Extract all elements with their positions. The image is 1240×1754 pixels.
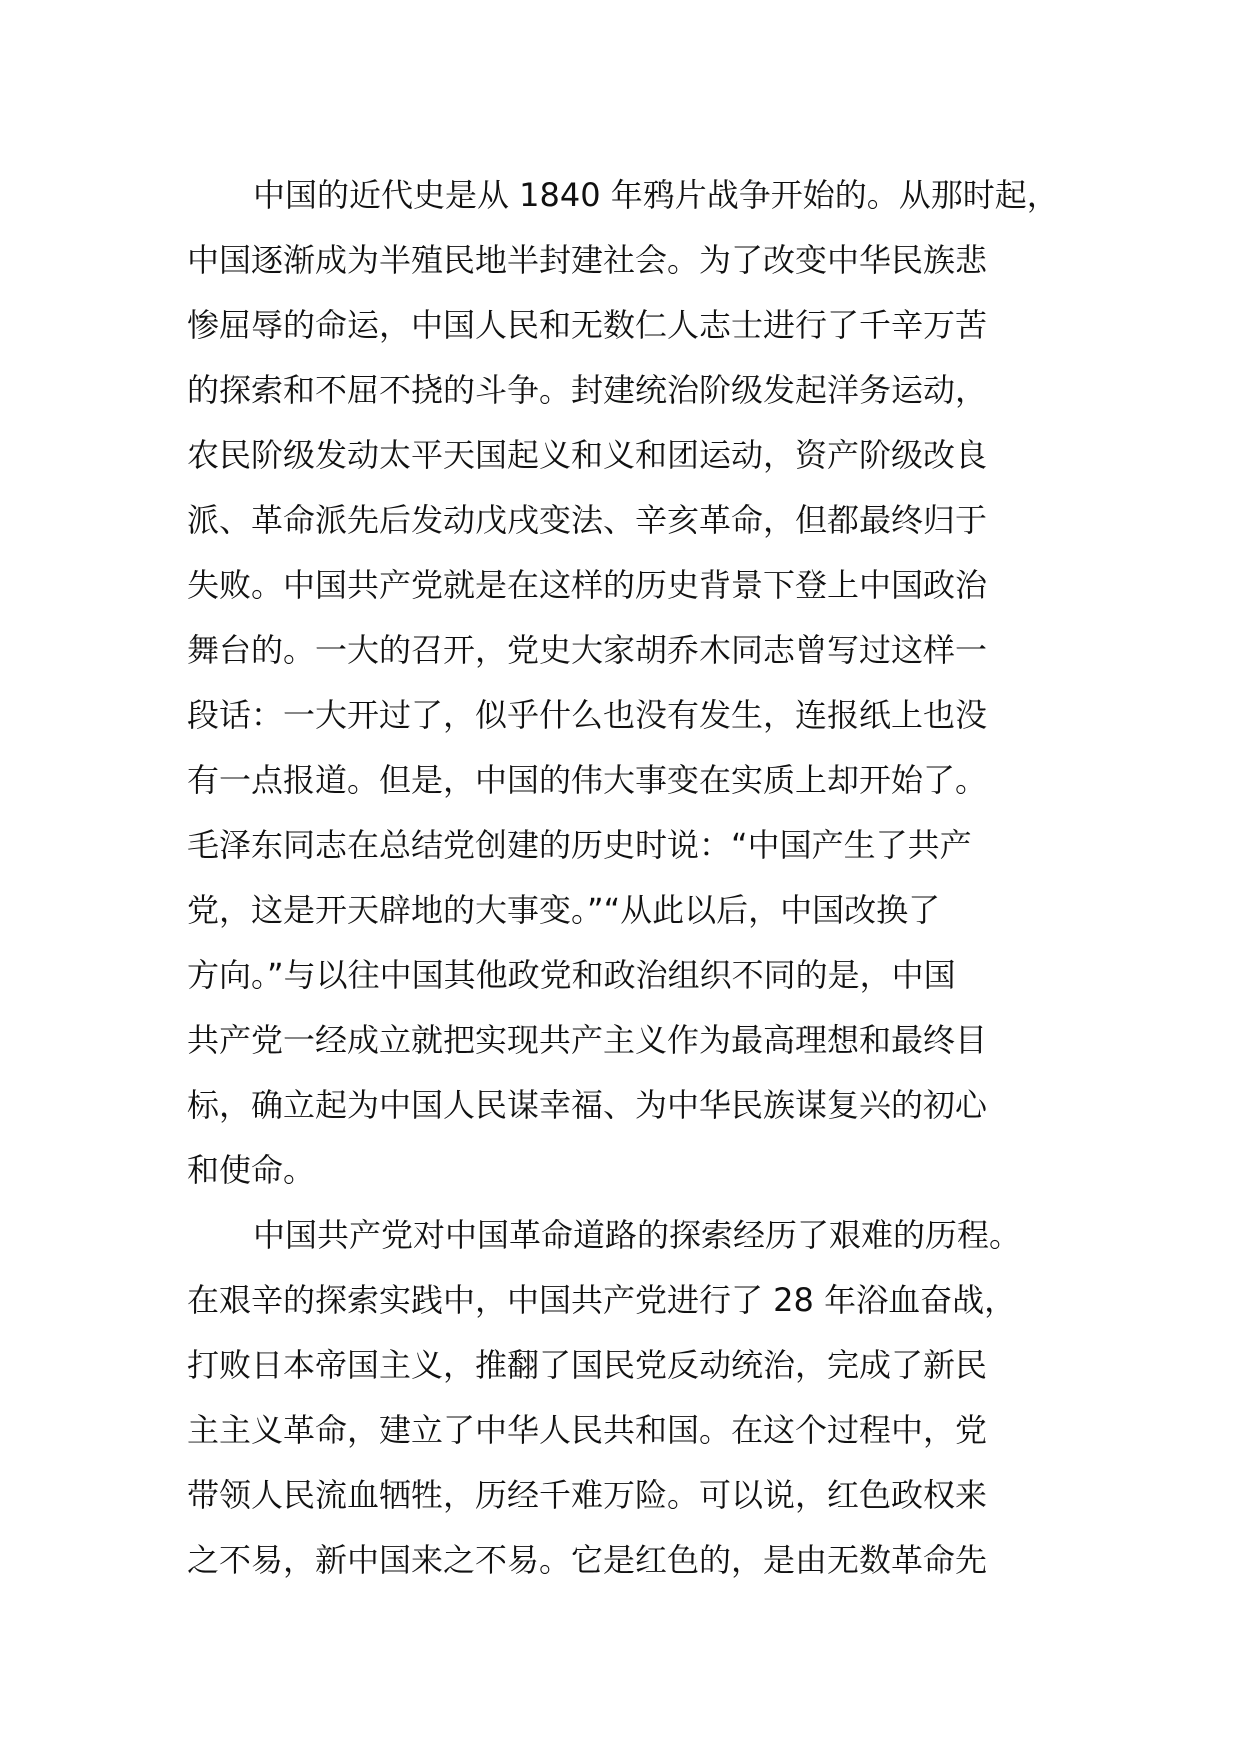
paragraph-1: [187, 163, 1077, 1203]
paragraph-line: 有一点报道。但是，中国的伟大事变在实质上却开始了。: [187, 761, 988, 799]
paragraph-line: 的探索和不屈不挠的斗争。封建统治阶级发起洋务运动，: [187, 371, 988, 409]
paragraph-line: 段话：一大开过了，似乎什么也没有发生，连报纸上也没: [187, 696, 988, 734]
paragraph-line: 失败。中国共产党就是在这样的历史背景下登上中国政治: [187, 566, 988, 604]
document-body: [187, 163, 1077, 1593]
paragraph-line: 中国的近代史是从 1840 年鸦片战争开始的。从那时起，: [253, 176, 1059, 214]
paragraph-line: 在艰辛的探索实践中，中国共产党进行了 28 年浴血奋战，: [187, 1281, 1017, 1319]
paragraph-line: 毛泽东同志在总结党创建的历史时说：“中国产生了共产: [187, 826, 972, 864]
paragraph-line: 党，这是开天辟地的大事变。”“从此以后，中国改换了: [187, 891, 941, 929]
paragraph-line: 带领人民流血牺牲，历经千难万险。可以说，红色政权来: [187, 1476, 988, 1514]
paragraph-line: 主主义革命，建立了中华人民共和国。在这个过程中，党: [187, 1411, 988, 1449]
paragraph-line: 农民阶级发动太平天国起义和义和团运动，资产阶级改良: [187, 436, 988, 474]
paragraph-line: 之不易，新中国来之不易。它是红色的，是由无数革命先: [187, 1541, 988, 1579]
paragraph-line: 中国共产党对中国革命道路的探索经历了艰难的历程。: [253, 1216, 1022, 1254]
paragraph-2: [187, 1203, 1077, 1593]
paragraph-line: 方向。”与以往中国其他政党和政治组织不同的是，中国: [187, 956, 956, 994]
paragraph-line: 和使命。: [187, 1151, 316, 1189]
paragraph-line: 惨屈辱的命运，中国人民和无数仁人志士进行了千辛万苦: [187, 306, 988, 344]
paragraph-line: 共产党一经成立就把实现共产主义作为最高理想和最终目: [187, 1021, 988, 1059]
paragraph-line: 派、革命派先后发动戊戌变法、辛亥革命，但都最终归于: [187, 501, 988, 539]
paragraph-line: 打败日本帝国主义，推翻了国民党反动统治，完成了新民: [187, 1346, 988, 1384]
paragraph-line: 标，确立起为中国人民谋幸福、为中华民族谋复兴的初心: [187, 1086, 988, 1124]
paragraph-line: 舞台的。一大的召开，党史大家胡乔木同志曾写过这样一: [187, 631, 988, 669]
paragraph-line: 中国逐渐成为半殖民地半封建社会。为了改变中华民族悲: [187, 241, 988, 279]
